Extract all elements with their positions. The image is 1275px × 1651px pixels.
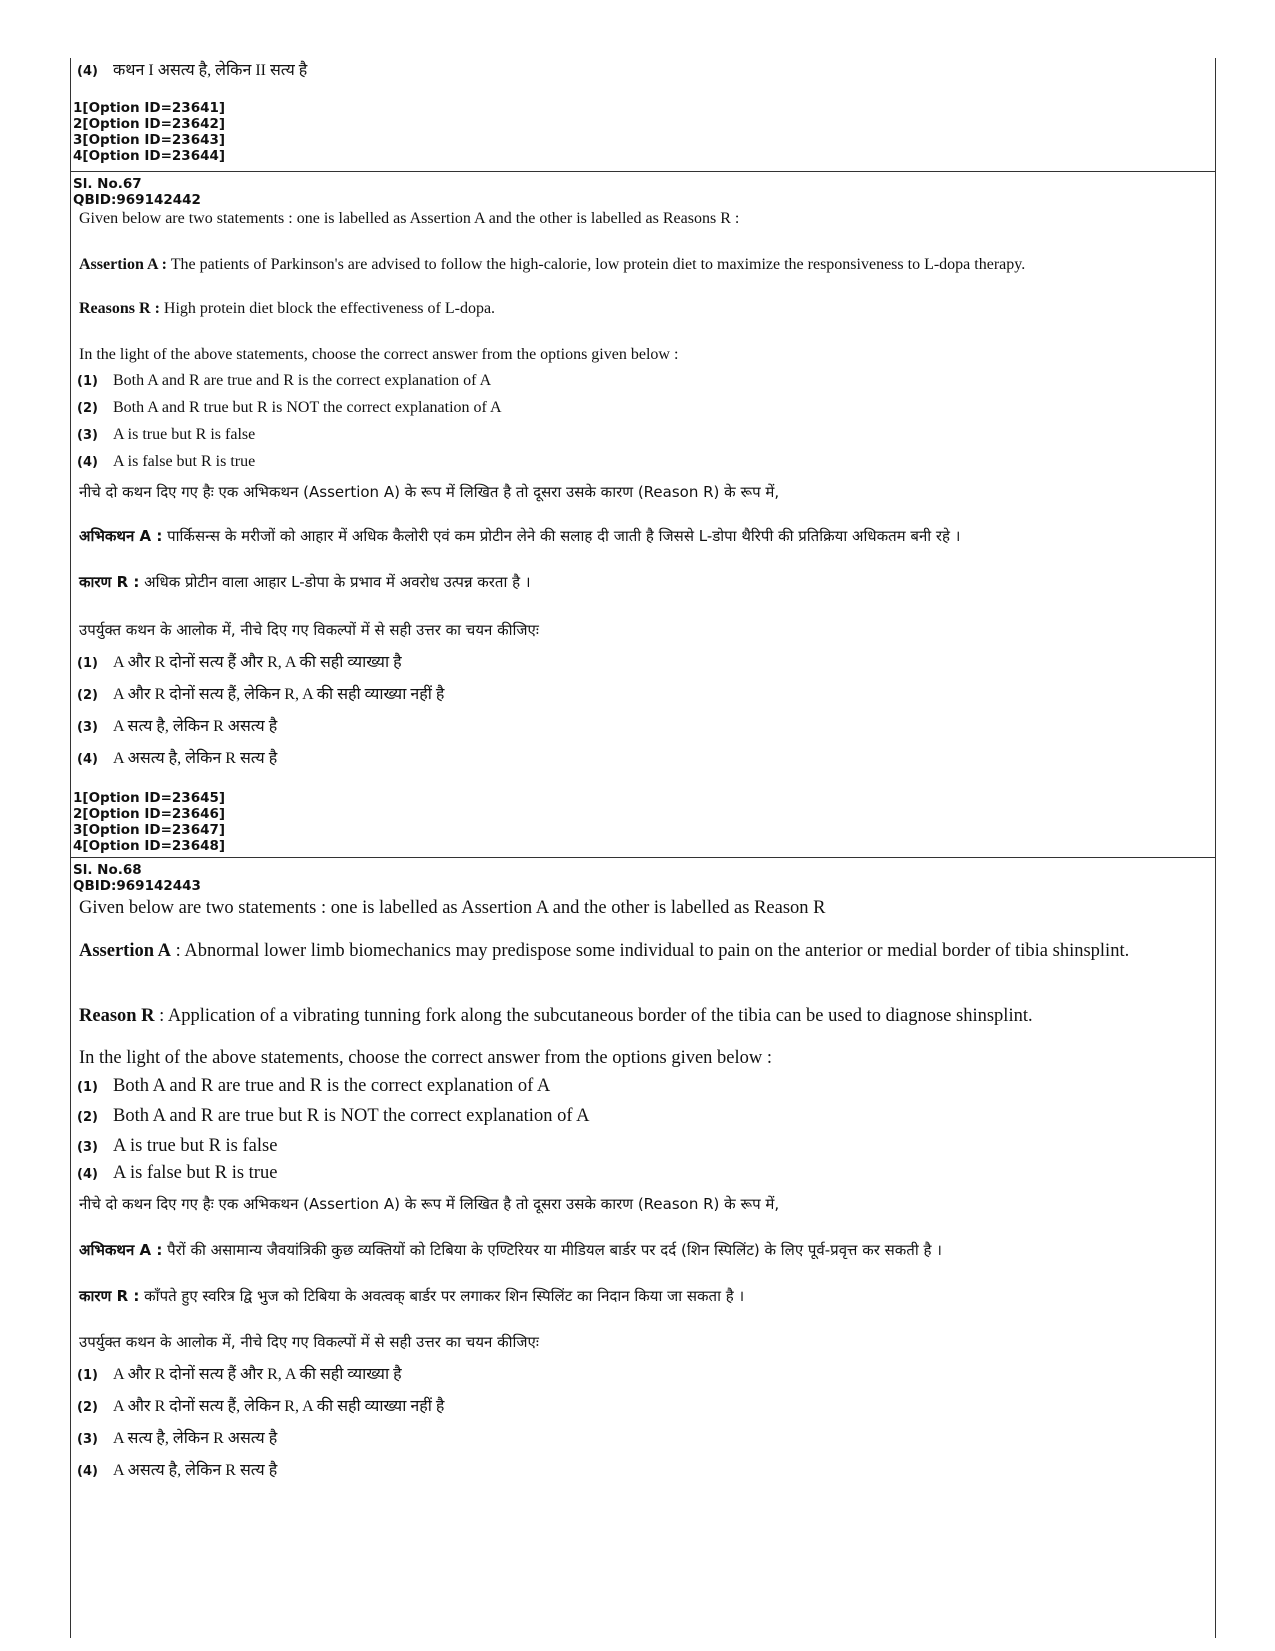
option-text: A is false but R is true (113, 1163, 278, 1183)
option-2 (77, 1106, 589, 1136)
option-text: Both A and R true but R is NOT the correct explanation of A (113, 399, 502, 416)
assertion-label: Assertion A (79, 941, 171, 961)
question-paper-page (70, 58, 1216, 1638)
assertion-hindi (79, 526, 1199, 546)
option-2 (77, 1394, 444, 1426)
option-number: (3) (77, 720, 98, 735)
option-id-list (73, 100, 225, 164)
option-number: (2) (77, 1400, 98, 1415)
previous-question-tail (71, 58, 1215, 171)
option-4 (77, 1458, 444, 1490)
assertion-english (79, 256, 1199, 274)
option-number: (3) (77, 428, 98, 443)
option-text: A is false but R is true (113, 453, 256, 470)
prompt-english: In the light of the above statements, choose the correct answer from the options given below : (79, 1048, 773, 1068)
option-4 (77, 746, 444, 778)
intro-english: Given below are two statements : one is labelled as Assertion A and the other is labelled as Reasons R : (79, 210, 740, 227)
reason-english (79, 300, 495, 318)
option-number: (1) (77, 656, 98, 671)
option-text: A सत्य है, लेकिन R असत्य है (113, 718, 278, 735)
option-text: A और R दोनों सत्य हैं और R, A की सही व्याख्या है (113, 654, 402, 671)
option-text: A और R दोनों सत्य हैं, लेकिन R, A की सही व्याख्या नहीं है (113, 1398, 445, 1415)
option-4 (77, 453, 502, 480)
reason-text: : Application of a vibrating tunning fork along the subcutaneous border of the tibia can be used to diagnose shinsplint. (154, 1006, 1033, 1026)
question-bank-id: QBID:969142443 (73, 878, 201, 894)
reason-english (79, 1006, 1033, 1027)
serial-number: Sl. No.68 (73, 862, 142, 878)
option-text: A असत्य है, लेकिन R सत्य है (113, 1462, 278, 1479)
option-3 (77, 1426, 444, 1458)
reason-label: कारण R : (79, 573, 140, 591)
option-number: (3) (77, 1140, 98, 1155)
prompt-english: In the light of the above statements, choose the correct answer from the options given below : (79, 346, 679, 363)
assertion-text: पैरों की असामान्य जैवयांत्रिकी कुछ व्यक्तियों को टिबिया के एण्टिरियर या मीडियल बार्डर पर दर्द (शिन स्पिलिंट) के लिए पूर्व-प्रवृत्त कर सकती है । (162, 1241, 942, 1259)
reason-hindi (79, 1286, 744, 1306)
option-text: A is true but R is false (113, 426, 256, 443)
option-4-hindi (77, 58, 307, 82)
assertion-label: अभिकथन A : (79, 527, 163, 545)
option-id: 1[Option ID=23641] (73, 100, 226, 116)
option-text: A is true but R is false (113, 1136, 278, 1156)
assertion-text: पार्किसन्स के मरीजों को आहार में अधिक कैलोरी एवं कम प्रोटीन लेने की सलाह दी जाती है जिससे L-डोपा थैरिपी की प्रतिक्रिया अधिकतम बनी रहे । (162, 527, 961, 545)
option-id: 2[Option ID=23642] (73, 116, 226, 132)
assertion-label: Assertion A : (79, 256, 167, 273)
reason-hindi (79, 572, 531, 592)
option-number: (3) (77, 1432, 98, 1447)
option-number: (1) (77, 374, 98, 389)
option-2 (77, 682, 444, 714)
option-number: (4) (77, 752, 98, 767)
option-id: 4[Option ID=23648] (73, 838, 226, 854)
option-1 (77, 1362, 444, 1394)
options-hindi (77, 650, 444, 778)
option-text: Both A and R are true and R is the correct explanation of A (113, 1076, 551, 1096)
assertion-english (79, 940, 1139, 963)
option-id: 3[Option ID=23643] (73, 132, 226, 148)
option-number: (4) (77, 1167, 98, 1182)
options-english (77, 1076, 589, 1190)
assertion-hindi (79, 1240, 1199, 1260)
question-67 (71, 171, 1215, 857)
reason-text: अधिक प्रोटीन वाला आहार L-डोपा के प्रभाव में अवरोध उत्पन्न करता है । (139, 573, 531, 591)
option-text: Both A and R are true and R is the correct explanation of A (113, 372, 492, 389)
option-number: (4) (77, 64, 98, 79)
option-number: (2) (77, 688, 98, 703)
reason-text: काँपते हुए स्वरित्र द्वि भुज को टिबिया के अवत्वक् बार्डर पर लगाकर शिन स्पिलिंट का निदान किया जा सकता है । (139, 1287, 745, 1305)
intro-english: Given below are two statements : one is labelled as Assertion A and the other is labelled as Reason R (79, 898, 826, 918)
option-1 (77, 372, 502, 399)
reason-text: High protein diet block the effectiveness of L-dopa. (159, 300, 496, 317)
option-id: 2[Option ID=23646] (73, 806, 226, 822)
intro-hindi: नीचे दो कथन दिए गए हैः एक अभिकथन (Assertion A) के रूप में लिखित है तो दूसरा उसके कारण (Reason R) के रूप में, (79, 1195, 780, 1213)
option-4 (77, 1163, 589, 1190)
option-text: A और R दोनों सत्य हैं और R, A की सही व्याख्या है (113, 1366, 402, 1383)
assertion-text: : Abnormal lower limb biomechanics may predispose some individual to pain on the anterior or medial border of tibia shinsplint. (171, 941, 1130, 961)
option-2 (77, 399, 502, 426)
option-number: (2) (77, 401, 98, 416)
question-bank-id: QBID:969142442 (73, 192, 201, 208)
prompt-hindi: उपर्युक्त कथन के आलोक में, नीचे दिए गए विकल्पों में से सही उत्तर का चयन कीजिएः (79, 1333, 539, 1351)
intro-hindi: नीचे दो कथन दिए गए हैः एक अभिकथन (Assertion A) के रूप में लिखित है तो दूसरा उसके कारण (Reason R) के रूप में, (79, 483, 780, 501)
option-number: (4) (77, 1464, 98, 1479)
option-number: (1) (77, 1080, 98, 1095)
option-text: कथन I असत्य है, लेकिन II सत्य है (113, 62, 308, 79)
option-text: Both A and R are true but R is NOT the correct explanation of A (113, 1106, 590, 1126)
option-text: A असत्य है, लेकिन R सत्य है (113, 750, 278, 767)
option-id-list (73, 790, 225, 854)
question-68 (71, 857, 1215, 1637)
options-english (77, 372, 502, 480)
serial-number: Sl. No.67 (73, 176, 142, 192)
reason-label: Reason R (79, 1006, 155, 1026)
option-number: (2) (77, 1110, 98, 1125)
option-3 (77, 1136, 589, 1163)
option-text: A और R दोनों सत्य हैं, लेकिन R, A की सही व्याख्या नहीं है (113, 686, 445, 703)
option-id: 3[Option ID=23647] (73, 822, 226, 838)
option-number: (4) (77, 455, 98, 470)
option-3 (77, 714, 444, 746)
option-number: (1) (77, 1368, 98, 1383)
prompt-hindi: उपर्युक्त कथन के आलोक में, नीचे दिए गए विकल्पों में से सही उत्तर का चयन कीजिएः (79, 621, 539, 639)
option-id: 1[Option ID=23645] (73, 790, 226, 806)
option-1 (77, 650, 444, 682)
reason-label: Reasons R : (79, 300, 160, 317)
option-text: A सत्य है, लेकिन R असत्य है (113, 1430, 278, 1447)
options-hindi (77, 1362, 444, 1490)
option-1 (77, 1076, 589, 1106)
assertion-label: अभिकथन A : (79, 1241, 163, 1259)
option-id: 4[Option ID=23644] (73, 148, 226, 164)
assertion-text: The patients of Parkinson's are advised to follow the high-calorie, low protein diet to maximize the responsiveness to L-dopa therapy. (167, 256, 1026, 273)
option-3 (77, 426, 502, 453)
reason-label: कारण R : (79, 1287, 140, 1305)
